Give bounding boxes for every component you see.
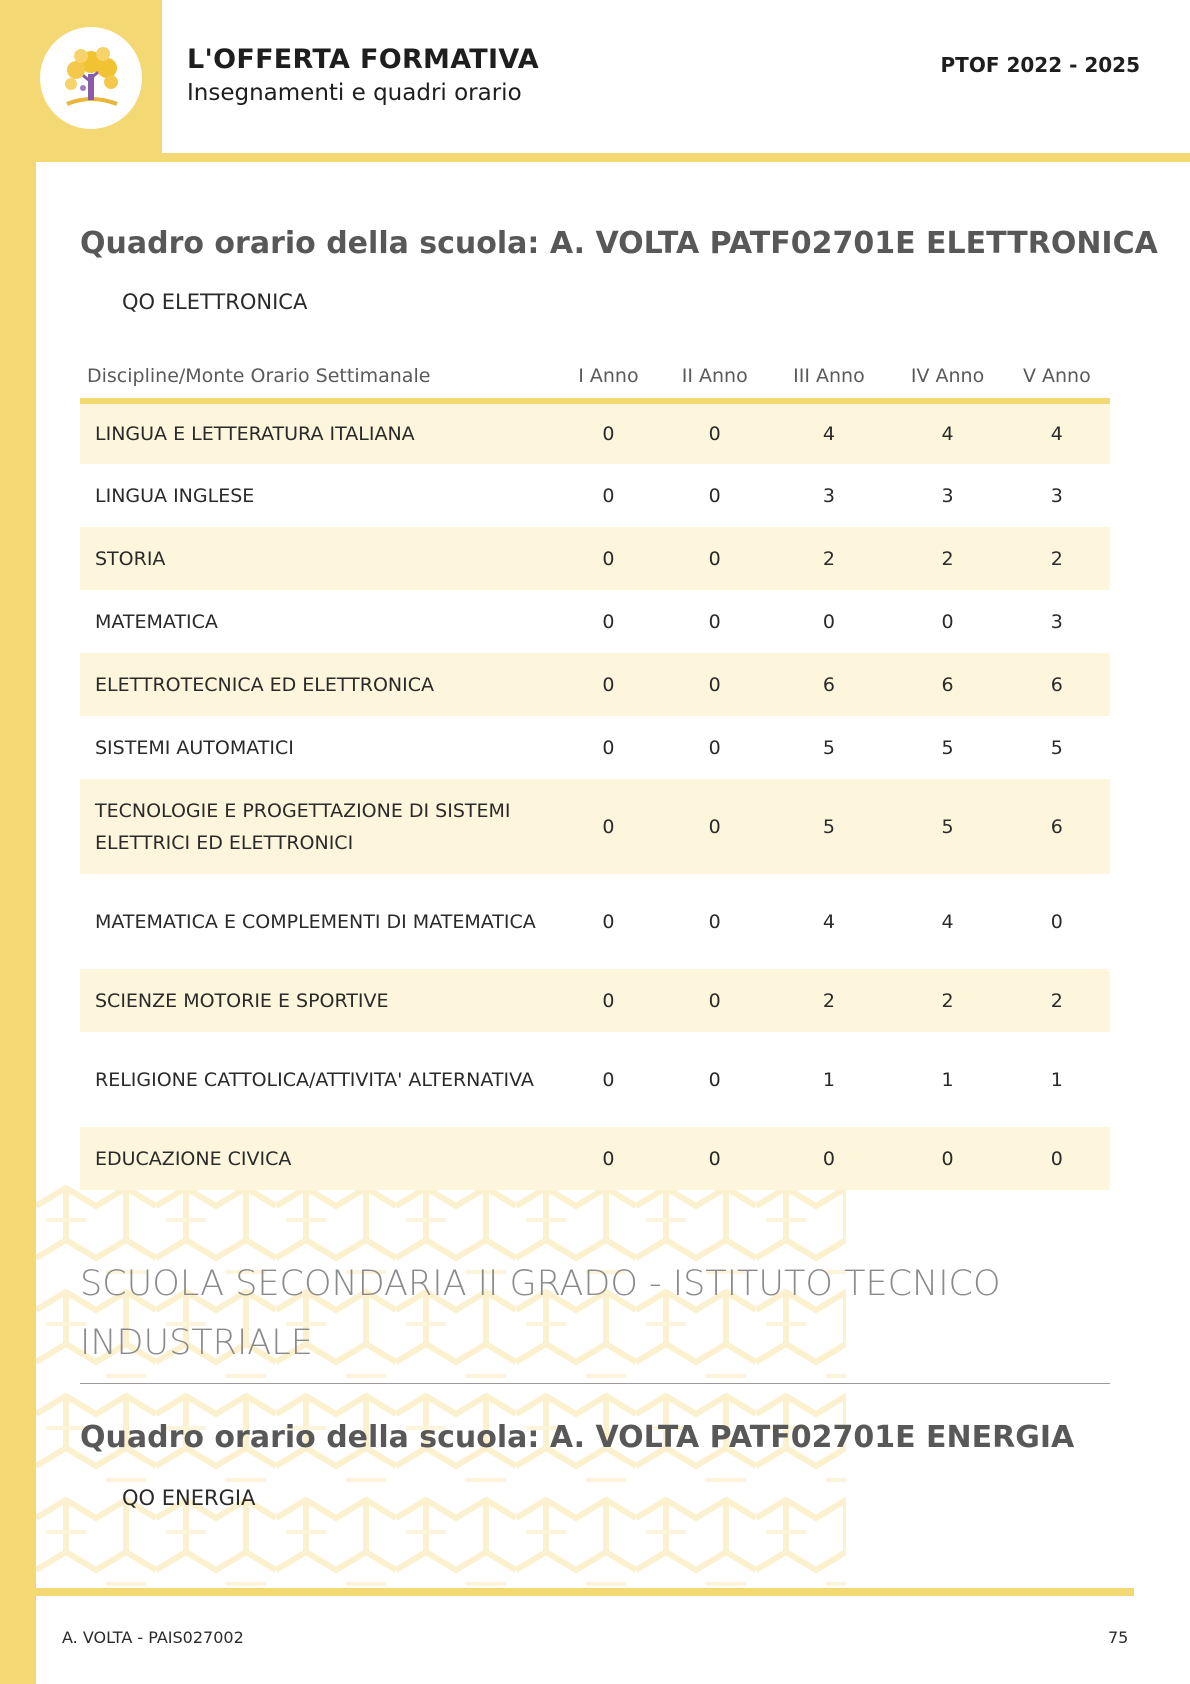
- column-header: II Anno: [663, 353, 766, 401]
- hours-cell: 0: [602, 910, 615, 933]
- hours-cell: 4: [766, 401, 891, 464]
- hours-cell: 0: [663, 527, 766, 590]
- header-subtitle: Insegnamenti e quadri orario: [187, 80, 522, 106]
- hours-cell: 2: [766, 969, 891, 1032]
- hours-cell: 0: [602, 736, 615, 759]
- hours-cell: 5: [891, 779, 1003, 874]
- header-divider: [36, 153, 1190, 162]
- hours-cell: 6: [1004, 779, 1110, 874]
- footer-divider: [36, 1588, 1134, 1596]
- section-title-energia: Quadro orario della scuola: A. VOLTA PATF02701E ENERGIA: [80, 1420, 1075, 1455]
- hours-cell: 2: [1004, 527, 1110, 590]
- subject-name: SCIENZE MOTORIE E SPORTIVE: [80, 969, 554, 1032]
- hours-cell: 0: [663, 969, 766, 1032]
- hours-cell: 0: [766, 1127, 891, 1190]
- column-header: I Anno: [554, 353, 663, 401]
- table-row: [80, 874, 1110, 969]
- hours-cell: 5: [822, 736, 835, 759]
- hours-cell: 0: [602, 1068, 615, 1091]
- hours-cell: 0: [554, 401, 663, 464]
- subject-name: SISTEMI AUTOMATICI: [95, 736, 294, 759]
- page-number: 75: [1108, 1628, 1129, 1647]
- hours-cell: 0: [554, 969, 663, 1032]
- hours-cell: 6: [1004, 653, 1110, 716]
- hours-cell: 3: [1050, 610, 1063, 633]
- hours-cell: 0: [708, 484, 721, 507]
- hours-cell: 0: [554, 527, 663, 590]
- table-row: [80, 590, 1110, 653]
- table-row: [80, 716, 1110, 779]
- table-row: [80, 401, 1110, 464]
- section-subtitle-elettronica: QO ELETTRONICA: [122, 290, 308, 314]
- subject-name: TECNOLOGIE E PROGETTAZIONE DI SISTEMI ELETTRICI ED ELETTRONICI: [80, 779, 554, 874]
- hours-cell: 1: [822, 1068, 835, 1091]
- hours-cell: 5: [941, 736, 954, 759]
- hours-cell: 3: [822, 484, 835, 507]
- subject-name: LINGUA E LETTERATURA ITALIANA: [80, 401, 554, 464]
- background-pattern: [36, 1180, 846, 1590]
- hours-cell: 0: [822, 610, 835, 633]
- table-row: [80, 1032, 1110, 1127]
- subject-name: LINGUA INGLESE: [95, 484, 255, 507]
- table-row: [80, 464, 1110, 527]
- logo-circle: [40, 27, 142, 129]
- hours-cell: 0: [1050, 910, 1063, 933]
- tree-logo-icon: [51, 38, 131, 118]
- subject-name: STORIA: [80, 527, 554, 590]
- hours-cell: 0: [663, 653, 766, 716]
- hours-cell: 5: [766, 779, 891, 874]
- hours-cell: 4: [822, 910, 835, 933]
- hours-cell: 1: [1050, 1068, 1063, 1091]
- hours-cell: 6: [891, 653, 1003, 716]
- hours-cell: 0: [708, 736, 721, 759]
- hours-cell: 0: [554, 779, 663, 874]
- subject-name: MATEMATICA E COMPLEMENTI DI MATEMATICA: [95, 910, 536, 933]
- column-header: IV Anno: [891, 353, 1003, 401]
- ptof-label: PTOF 2022 - 2025: [940, 53, 1140, 77]
- hours-cell: 0: [663, 1127, 766, 1190]
- subject-name: EDUCAZIONE CIVICA: [80, 1127, 554, 1190]
- hours-cell: 0: [554, 1127, 663, 1190]
- column-header: V Anno: [1004, 353, 1110, 401]
- table-row: [80, 527, 1110, 590]
- hours-cell: 2: [1004, 969, 1110, 1032]
- hours-cell: 4: [1004, 401, 1110, 464]
- column-header: III Anno: [766, 353, 891, 401]
- logo-block: [0, 0, 162, 154]
- hours-cell: 2: [766, 527, 891, 590]
- hours-cell: 0: [602, 484, 615, 507]
- subject-name: ELETTROTECNICA ED ELETTRONICA: [80, 653, 554, 716]
- school-type-heading: SCUOLA SECONDARIA II GRADO - ISTITUTO TECNICO INDUSTRIALE: [80, 1264, 1001, 1363]
- table-row: [80, 969, 1110, 1032]
- subject-name: RELIGIONE CATTOLICA/ATTIVITA' ALTERNATIVA: [95, 1068, 534, 1091]
- hours-cell: 0: [602, 610, 615, 633]
- hours-cell: 1: [941, 1068, 954, 1091]
- subject-name: MATEMATICA: [95, 610, 218, 633]
- hours-cell: 3: [941, 484, 954, 507]
- table-row: [80, 653, 1110, 716]
- table-row: [80, 779, 1110, 874]
- footer-school-code: A. VOLTA - PAIS027002: [62, 1628, 244, 1647]
- hours-cell: 0: [663, 401, 766, 464]
- hours-cell: 3: [1050, 484, 1063, 507]
- section-subtitle-energia: QO ENERGIA: [122, 1486, 256, 1510]
- hours-cell: 0: [708, 610, 721, 633]
- hours-cell: 0: [708, 1068, 721, 1091]
- hours-cell: 0: [554, 653, 663, 716]
- section-divider: [80, 1383, 1110, 1384]
- hours-table: [80, 353, 1110, 1190]
- header-title: L'OFFERTA FORMATIVA: [187, 44, 539, 75]
- hours-cell: 0: [941, 610, 954, 633]
- hours-cell: 2: [891, 527, 1003, 590]
- hours-cell: 2: [891, 969, 1003, 1032]
- hours-cell: 0: [1004, 1127, 1110, 1190]
- hours-cell: 4: [941, 910, 954, 933]
- hours-cell: 6: [766, 653, 891, 716]
- hours-cell: 4: [891, 401, 1003, 464]
- table-row: [80, 1127, 1110, 1190]
- column-header: Discipline/Monte Orario Settimanale: [80, 353, 554, 401]
- hours-cell: 0: [891, 1127, 1003, 1190]
- section-title-elettronica: Quadro orario della scuola: A. VOLTA PATF02701E ELETTRONICA: [80, 226, 1158, 261]
- hours-cell: 5: [1050, 736, 1063, 759]
- hours-cell: 0: [663, 779, 766, 874]
- left-accent-band: [0, 0, 36, 1684]
- table-header-row: [80, 353, 1110, 401]
- hours-cell: 0: [708, 910, 721, 933]
